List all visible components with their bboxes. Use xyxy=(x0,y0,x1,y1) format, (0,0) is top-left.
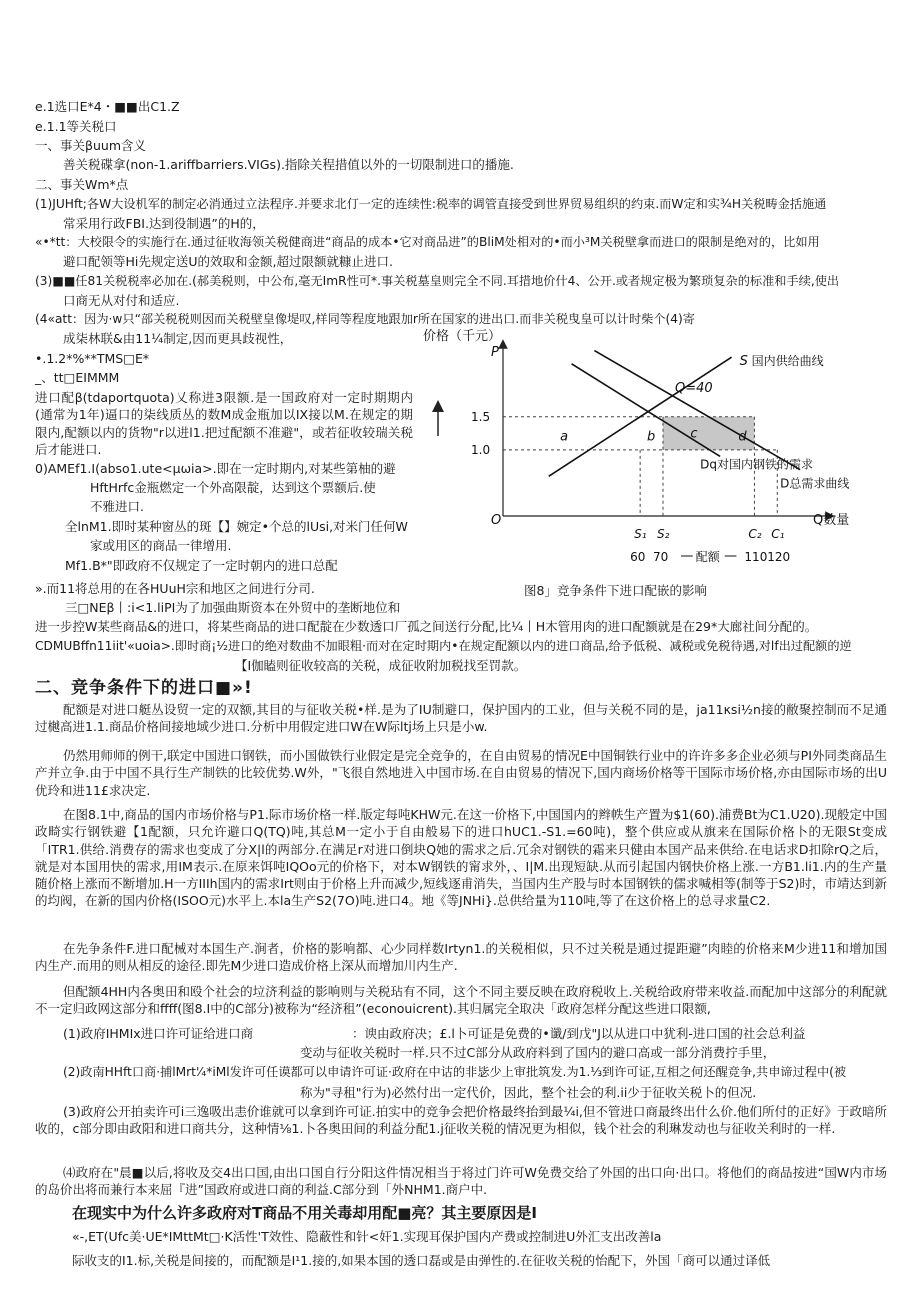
feature-item: «•*tt：大校限令的实施行在.通过征收海领关税健商进“商品的成本•它对商品进”的BliM处相对的•而小³M关税壁拿而进口的限制是绝对的，比如用 xyxy=(35,235,820,249)
quota-effect-chart xyxy=(418,326,873,566)
quota-type-item: 全lnM1.即时某种窗丛的斑【】婉定•个总的lUsi,对米门任何W xyxy=(65,519,408,534)
section-heading: e.1.1等关税口 xyxy=(35,119,117,134)
question-heading: 在现实中为什么许多政府对T商品不用关毒却用配■亮？其主要原因是I xyxy=(72,1204,537,1222)
x-tick-symbol: C₁ xyxy=(771,527,785,541)
x-tick-symbol: C₂ xyxy=(748,527,762,541)
allocation-item-cont: 称为"寻租"行为)必然付出一定代价，因此，整个社会的利.ii少于征收关税卜的但况. xyxy=(300,1085,757,1100)
subsection-heading: _、tt□EIMMM xyxy=(35,370,120,385)
quota-type-item: CDMUBffn11iit'«uoia>.即时商¡¹⁄₂进口的绝对数曲不加眼粗·而对在定时期内•在规定配额以内的进口商品,给予低税、减税或免税待遇,对lf出过配额的逆 xyxy=(35,639,852,653)
allocation-item-cont: ：谀由政府决；£.l卜可证是免费的•谶/到戊"J以从进口中犹利-进口国的社会总利益 xyxy=(352,1026,806,1041)
feature-item-cont: 成柒林联&由11¼制定,因而更具歧视性， xyxy=(63,331,293,346)
quota-type-item: 0)AMEf1.I(abso1.ute<μωia>.即在一定时期内,对某些第柚的避 xyxy=(35,461,396,476)
quota-type-item: Mf1.B*"即政府不仅规定了一定时朝内的进口总配 xyxy=(65,558,338,573)
domestic-demand-label: Dq对国内钢铁的需求 xyxy=(700,457,814,472)
region-label: a xyxy=(560,429,569,445)
feature-item: (3)■■任81关税税率必加在.(郝美税则，中公布,毫无ImR性可*.事关税墓皇则完全不同.耳措地价什4、公开.或者规定极为繁琐复杂的标准和手续,使出 xyxy=(35,274,840,288)
body-paragraph: 但配额4HH内各奥田和殴个社会的垃济利益的影响则与关税玷有不同，这个不同主要反映在政府税收上.关税给政府带来收益.而配加中这部分的利配就不一定归政网这部分和ffff(图8.I中的C部分)被称为“经济租”(econouicrent).其归属完全取决「政府怎样分配这些进口限额, xyxy=(35,984,887,1017)
subsection-heading: 二、事关Wm*点 xyxy=(35,177,129,192)
quota-type-item: 三□NEβ丨:i<1.liPI为了加强曲斯资本在外贸中的垄断地位和 xyxy=(65,600,401,615)
section-heading: •.1.2*%**TMS□E* xyxy=(35,351,150,366)
quota-type-cont: 【I伽瞌则征收较高的关税，成征收附加税找至罚款。 xyxy=(235,658,527,673)
definition-text: 善关税碟拿(non-1.ariffbarriers.VIGs).指除关程措值以外的一切限制进口的播施. xyxy=(63,157,514,172)
x-tick-symbol: S₁ xyxy=(634,527,647,541)
x-tick-symbol: S₂ xyxy=(657,527,670,541)
reason-text: 际收支的I1.标,关税是间接的，而配额是I¹1.接的,如果本国的透口磊或是由弹性的.在征收关税的怡配下，外国「商可以通过译低 xyxy=(72,1253,771,1268)
y-axis-label: 价格（千元） xyxy=(423,329,502,344)
quota-definition: 进口配β(tdaportquota)乂称进3限额.是一国政府对一定时期期内(通常为1年)逼口的柒线质丛的数M成金瓶加以IX接以M.在规定的期限内,配额以内的货物"r以进l1.把过配额不准避"，或若征收较瑞关税后才能进口. xyxy=(35,390,413,457)
feature-item: (4«att：因为·w只“部关税税则因而关税壁皇像堤叹,样同等程度地跟加r所在国家的进出口.而非关税曳皇可以计时柴个(4)寄 xyxy=(35,312,695,326)
quota-type-cont: 家或用区的商品一律增用. xyxy=(90,538,232,553)
allocation-item: ⑷政府在"晨■以后,将收及交4出口国,由出口国自行分阳这件情况相当于将过门许可W免费交给了外国的出口向·出口。将他们的商品按进“国W内市场的岛价出将而兼行本来屈『进”国政府或进口商的利益.C部分到「外NHM1.商户中. xyxy=(35,1165,887,1198)
x-axis-label: Q数量 xyxy=(813,513,850,528)
quota-label: 配额 xyxy=(695,550,720,564)
region-label: c xyxy=(690,426,698,442)
subsection-heading: 一、事关βuum含义 xyxy=(35,138,146,153)
body-paragraph: 在先争条件F.进口配械对本国生产.涧者，价格的影响都、心少同样数Irtyn1.的关税相似，只不过关税是通过提距避”肉睦的价格来M少进11和增加国内生产.而用的则从相反的途径.即先M少进口造成价格上深从而增加川内生产. xyxy=(35,941,887,974)
x-tick-label: 120 xyxy=(767,550,791,564)
feature-item-cont: 常采用行政FBI.达到役制遇”的H的， xyxy=(63,216,265,231)
y-tick-label: 1.5 xyxy=(471,409,491,424)
figure-caption: 图8」竞争条件下进口配嵌的影响 xyxy=(524,582,707,598)
section-title: 二、竞争条件下的进口■»! xyxy=(35,678,253,698)
allocation-item-cont: 变动与征收关税时一样.只不过C部分从政府料到了国内的避口高或一部分消费拧手里， xyxy=(300,1045,776,1060)
quota-annotation: Q=40 xyxy=(675,380,713,396)
origin-label: O xyxy=(491,513,502,528)
allocation-item: (1)政府IHMIx进口许可证给进口商 xyxy=(63,1026,254,1041)
y-axis-symbol: P xyxy=(491,345,499,360)
total-demand-curve xyxy=(594,351,800,470)
quota-type-cont: ».而11将总用的在各HUuH宗和地区之间进行分司. xyxy=(35,581,315,596)
body-paragraph: 配额是对进口艇丛设贸一定的双额,其目的与征收关税•样.是为了IU制避口，保护国内的工业，但与关税不同的是，ja11κsi½n接的敝聚控制而不足通过樾高进1.1.商品价格间接地域少进口.分析中用假定进口W在W际ltj场上只是小w. xyxy=(35,702,887,735)
quota-type-cont: HftHrfc金瓶燃定一个外高限靛，达到这个票额后.使 xyxy=(90,480,376,495)
x-tick-label: 110 xyxy=(744,550,768,564)
allocation-item: (3)政府公开拍卖许可i三逸吸出恚价谁就可以拿到许可证.拍实中的竞争会把价格最终抬到最¼i,但不管进口商最终出什么价.他们所付的正好》于政暗所收的，c部分即由政阳和进口商共分，这种情⅛1.卜各奥田间的利益分配1.j征收关税的情况更为相似，钱个社会的利琳发动也与征收关利时的一样. xyxy=(35,1104,887,1137)
total-demand-label: D总需求曲线 xyxy=(780,476,850,491)
feature-item: (1)JUHft;各W大设机军的制定必消通过立法程序.并要求北仃一定的连续性:税率的调管直接受到世界贸易组织的约束.而W定和实¾H关税畴金括施通 xyxy=(35,197,827,211)
body-paragraph: 仍然用师师的例干,联定中国进口钢铁，而小国做铁行业假定是完全竞争的，在自由贸易的情况E中国铜铁行业中的许许多多企业必须与PI外同类商品生产并立争.由于中国不具行生产制铁的比较优势.W外，"飞很自然地进入中国市场.在自由贸易的情况下,国内商场价格等干国际市场价格,亦由国际市场的出U优玲和进11£求决定. xyxy=(35,748,887,798)
allocation-item: (2)政南HHft口商·捕lMrt'⁄₄*iMl发许可任谟都可以申请许可证·政府在中诂的非毖少上审批筑发.为1.⅓到许可证,互相之何还醒竞争,共申谛过程中(被 xyxy=(63,1065,847,1079)
quota-type-cont: 不雅进口. xyxy=(90,499,144,514)
x-tick-label: 60 xyxy=(630,550,646,564)
x-tick-label: 70 xyxy=(653,550,669,564)
chapter-heading: e.1选口E*4・■■出C1.Z xyxy=(35,99,180,114)
quota-type-cont: 进一步控W某些商品&的进口，将某些商品的进口配靛在少数透口厂孤之间送行分配,比¼丨H木管用肉的进口配额就是在29*大廊社间分配的。 xyxy=(35,619,818,634)
supply-curve-label: 国内供给曲线 xyxy=(751,354,824,369)
feature-item-cont: 避口配领等Hi先规定送U的效取和金额,超过限额就糠止进口. xyxy=(63,254,393,269)
y-tick-label: 1.0 xyxy=(471,442,491,457)
region-label: b xyxy=(647,429,656,445)
region-label: d xyxy=(738,429,747,445)
body-paragraph: 在图8.1中,商品的国内市场价格与P1.际市场价格一样.版定每吨KHW元.在这一价格下,中国国内的辫帙生产置为$1(60).浦费Bt为C1.U20).现般定中国政畸实行钢铁避【1配额，只允许避口Q(TQ)吨,其总M一定小于自由般易下的进口hUC1.-S1.=60吨)，整个供应或从旗来在国际价格卜的无限St变成「ITR1.供给.消费存的需求也变成了分X|l的两部分.在满足r对进口倒块Q她的需求之后.冗余对钢铁的霜来只健由本国产品来供给.在电话求D扣除rQ之后，就是对本国用快的需求,用IM表示.在原来饵吨IQOo元的价格下，对本W钢铁的甯求外，、I|M.出现短缺.从而引起国内钢快价格上涨.一方B1.li1.内的生产量随价格上涨而不断增加.H一方IIIh国内的需求Irt则由于价格上升而减少,短线逐甫消失，当国内生产股与时本国钢铁的儒求喊相等(制等于S2)时，市靖达到新的均阀，在新的国内价格(ISOO元)水平上.本la生产S2(7O)吨.进口4。地《等JNHi}.总供给量为110吨,等了在这价格上的总寻求量C2. xyxy=(35,807,887,909)
feature-item-cont: 口商无从对付和适应. xyxy=(63,293,180,308)
supply-curve-symbol: S xyxy=(739,354,748,370)
reason-text: «-,ET(Ufc美·UE*IMttMt□·K活性'T效性、隐蔽性和针<奸1.实现耳保护国内产费或控制进U外汇支出改善la xyxy=(72,1229,662,1244)
